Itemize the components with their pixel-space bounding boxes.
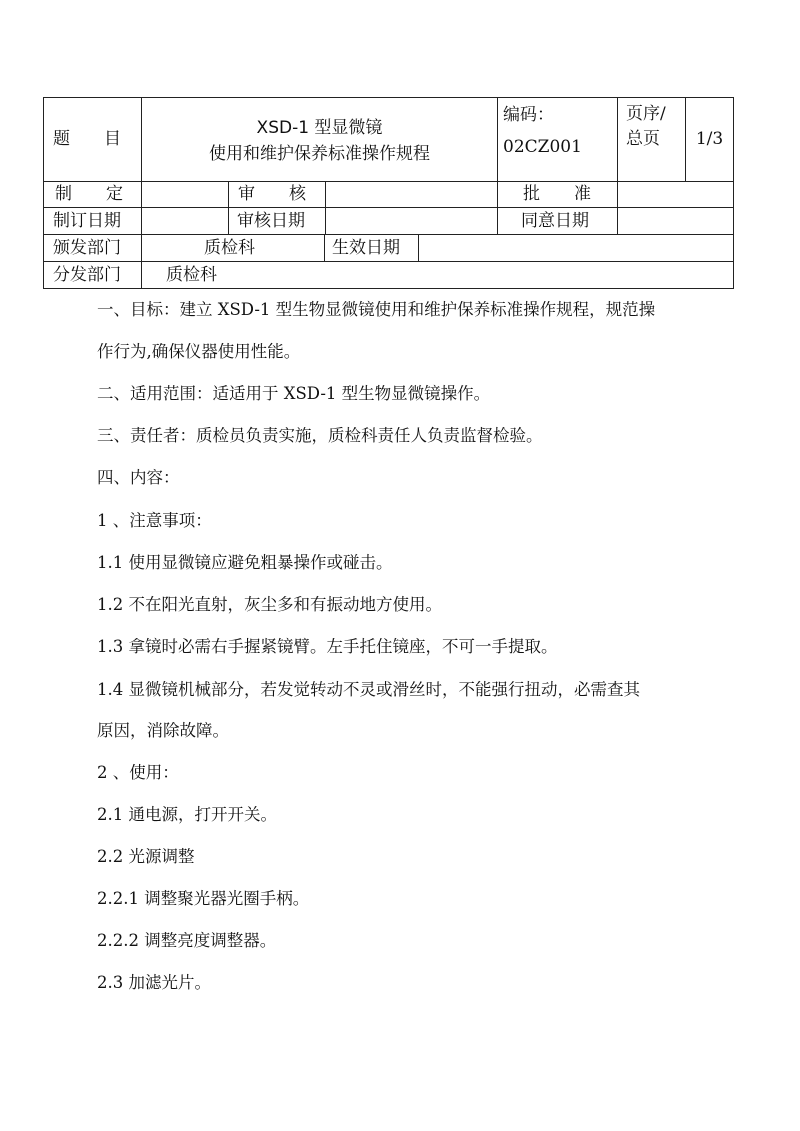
- item-2-1: 2.1 通电源，打开开关。: [97, 805, 277, 824]
- objective-paragraph-line1: 一、目标：建立 XSD-1 型生物显微镜使用和维护保养标准操作规程，规范操: [97, 300, 656, 319]
- effective-date-label: 生效日期: [332, 238, 400, 258]
- document-title-line2: 使用和维护保养标准操作规程: [209, 144, 430, 164]
- col-sep-row2-b: [325, 181, 326, 235]
- page-label-line2: 总页: [626, 129, 660, 149]
- table-rule-4: [43, 261, 734, 262]
- draft-date-label: 制订日期: [53, 211, 121, 231]
- code-label: 编码：: [503, 105, 554, 125]
- item-1-1: 1.1 使用显微镜应避免粗暴操作或碰击。: [97, 553, 393, 572]
- item-1-4-line1: 1.4 显微镜机械部分，若发觉转动不灵或滑丝时，不能强行扭动，必需查其: [97, 680, 640, 699]
- table-rule-3: [43, 234, 734, 235]
- table-border-right: [733, 97, 734, 289]
- item-2-2: 2.2 光源调整: [97, 847, 195, 866]
- distribution-dept-label: 分发部门: [53, 265, 121, 285]
- contents-heading: 四、内容：: [97, 468, 180, 487]
- drafted-by-label: 制 定: [55, 184, 123, 204]
- col-sep-row4-a: [324, 234, 325, 262]
- approval-date-label: 同意日期: [521, 211, 589, 231]
- table-rule-2: [43, 207, 734, 208]
- table-border-bottom: [43, 288, 734, 289]
- table-rule-1: [43, 181, 734, 182]
- objective-paragraph-line2: 作行为,确保仪器使用性能。: [97, 342, 301, 361]
- item-1-3: 1.3 拿镜时必需右手握紧镜臂。左手托住镜座，不可一手提取。: [97, 637, 558, 656]
- distribution-dept-value: 质检科: [166, 265, 217, 285]
- col-sep-page: [617, 97, 618, 235]
- responsibility-paragraph: 三、责任者：质检员负责实施，质检科责任人负责监督检验。: [97, 426, 543, 445]
- page-label-line1: 页序/: [626, 104, 666, 124]
- page-value: 1/3: [695, 129, 724, 149]
- reviewed-by-label: 审 核: [238, 184, 306, 204]
- item-1-4-line2: 原因，消除故障。: [97, 721, 229, 740]
- col-sep-row4-b: [418, 234, 419, 262]
- table-border-left: [43, 97, 44, 289]
- section-1-heading: 1 、注意事项：: [97, 511, 212, 530]
- subject-label: 题 目: [53, 129, 121, 149]
- col-sep-row2-a: [228, 181, 229, 235]
- issuing-dept-label: 颁发部门: [53, 238, 121, 258]
- code-value: 02CZ001: [503, 137, 582, 157]
- col-sep-code: [497, 97, 498, 235]
- approved-by-label: 批 准: [523, 184, 591, 204]
- table-border-top: [43, 97, 734, 98]
- item-2-3: 2.3 加滤光片。: [97, 973, 211, 992]
- review-date-label: 审核日期: [237, 211, 305, 231]
- item-2-2-1: 2.2.1 调整聚光器光圈手柄。: [97, 889, 310, 908]
- scope-paragraph: 二、适用范围：适适用于 XSD-1 型生物显微镜操作。: [97, 384, 491, 403]
- item-1-2: 1.2 不在阳光直射，灰尘多和有振动地方使用。: [97, 595, 442, 614]
- document-title-line1: XSD-1 型显微镜: [256, 118, 383, 138]
- section-2-heading: 2 、使用：: [97, 763, 179, 782]
- item-2-2-2: 2.2.2 调整亮度调整器。: [97, 931, 277, 950]
- issuing-dept-value: 质检科: [204, 238, 255, 258]
